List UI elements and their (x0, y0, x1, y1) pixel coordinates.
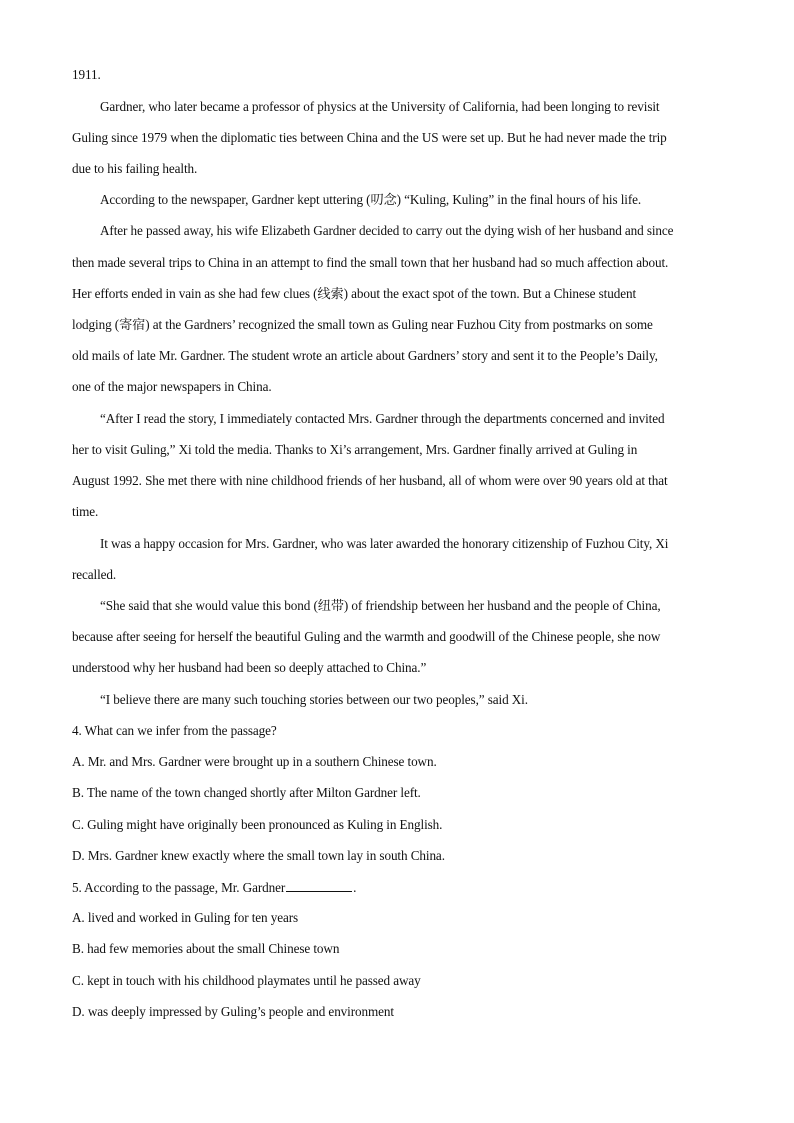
passage-line: According to the newspaper, Gardner kept uttering (叨念) “Kuling, Kuling” in the final hours of his life. (100, 192, 642, 207)
question-4-option-a: A. Mr. and Mrs. Gardner were brought up in a southern Chinese town. (72, 754, 437, 769)
passage-line: Guling since 1979 when the diplomatic ties between China and the US were set up. But he had never made the trip (72, 130, 667, 145)
passage-line: Her efforts ended in vain as she had few clues (线索) about the exact spot of the town. But a Chinese student (72, 286, 637, 301)
question-5-stem-end: . (353, 880, 357, 895)
passage-line: one of the major newspapers in China. (72, 379, 272, 394)
question-5-option-c: C. kept in touch with his childhood playmates until he passed away (72, 973, 421, 988)
passage-line: time. (72, 504, 99, 519)
passage-line: then made several trips to China in an attempt to find the small town that her husband had so much affection about. (72, 255, 669, 270)
passage-line: “After I read the story, I immediately contacted Mrs. Gardner through the departments concerned and invited (100, 411, 665, 426)
passage-line: 1911. (72, 67, 101, 82)
passage-line: her to visit Guling,” Xi told the media. Thanks to Xi’s arrangement, Mrs. Gardner finally arrived at Guling in (72, 442, 638, 457)
passage-line: recalled. (72, 567, 117, 582)
question-4-option-c: C. Guling might have originally been pronounced as Kuling in English. (72, 817, 443, 832)
question-5-option-d: D. was deeply impressed by Guling’s people and environment (72, 1004, 394, 1019)
question-4-option-d: D. Mrs. Gardner knew exactly where the small town lay in south China. (72, 848, 445, 863)
question-4-stem: 4. What can we infer from the passage? (72, 723, 277, 738)
passage-line: After he passed away, his wife Elizabeth Gardner decided to carry out the dying wish of her husband and since (100, 223, 674, 238)
passage-line: lodging (寄宿) at the Gardners’ recognized the small town as Guling near Fuzhou City from postmarks on some (72, 317, 653, 332)
passage-line: August 1992. She met there with nine childhood friends of her husband, all of whom were over 90 years old at that (72, 473, 668, 488)
passage-line: “She said that she would value this bond (纽带) of friendship between her husband and the people of China, (100, 598, 661, 613)
answer-blank (286, 879, 352, 892)
question-4-option-b: B. The name of the town changed shortly after Milton Gardner left. (72, 785, 421, 800)
passage-line: due to his failing health. (72, 161, 198, 176)
passage-line: because after seeing for herself the beautiful Guling and the warmth and goodwill of the Chinese people, she now (72, 629, 661, 644)
question-5-option-b: B. had few memories about the small Chinese town (72, 941, 340, 956)
question-5-stem-line (72, 879, 356, 896)
passage-line: “I believe there are many such touching stories between our two peoples,” said Xi. (100, 692, 528, 707)
passage-line: It was a happy occasion for Mrs. Gardner, who was later awarded the honorary citizenship of Fuzhou City, Xi (100, 536, 669, 551)
question-5-option-a: A. lived and worked in Guling for ten years (72, 910, 299, 925)
question-5-stem: 5. According to the passage, Mr. Gardner (72, 880, 286, 895)
passage-line: understood why her husband had been so deeply attached to China.” (72, 660, 427, 675)
passage-line: Gardner, who later became a professor of physics at the University of California, had been longing to revisit (100, 99, 660, 114)
passage-line: old mails of late Mr. Gardner. The student wrote an article about Gardners’ story and sent it to the People’s Daily, (72, 348, 658, 363)
